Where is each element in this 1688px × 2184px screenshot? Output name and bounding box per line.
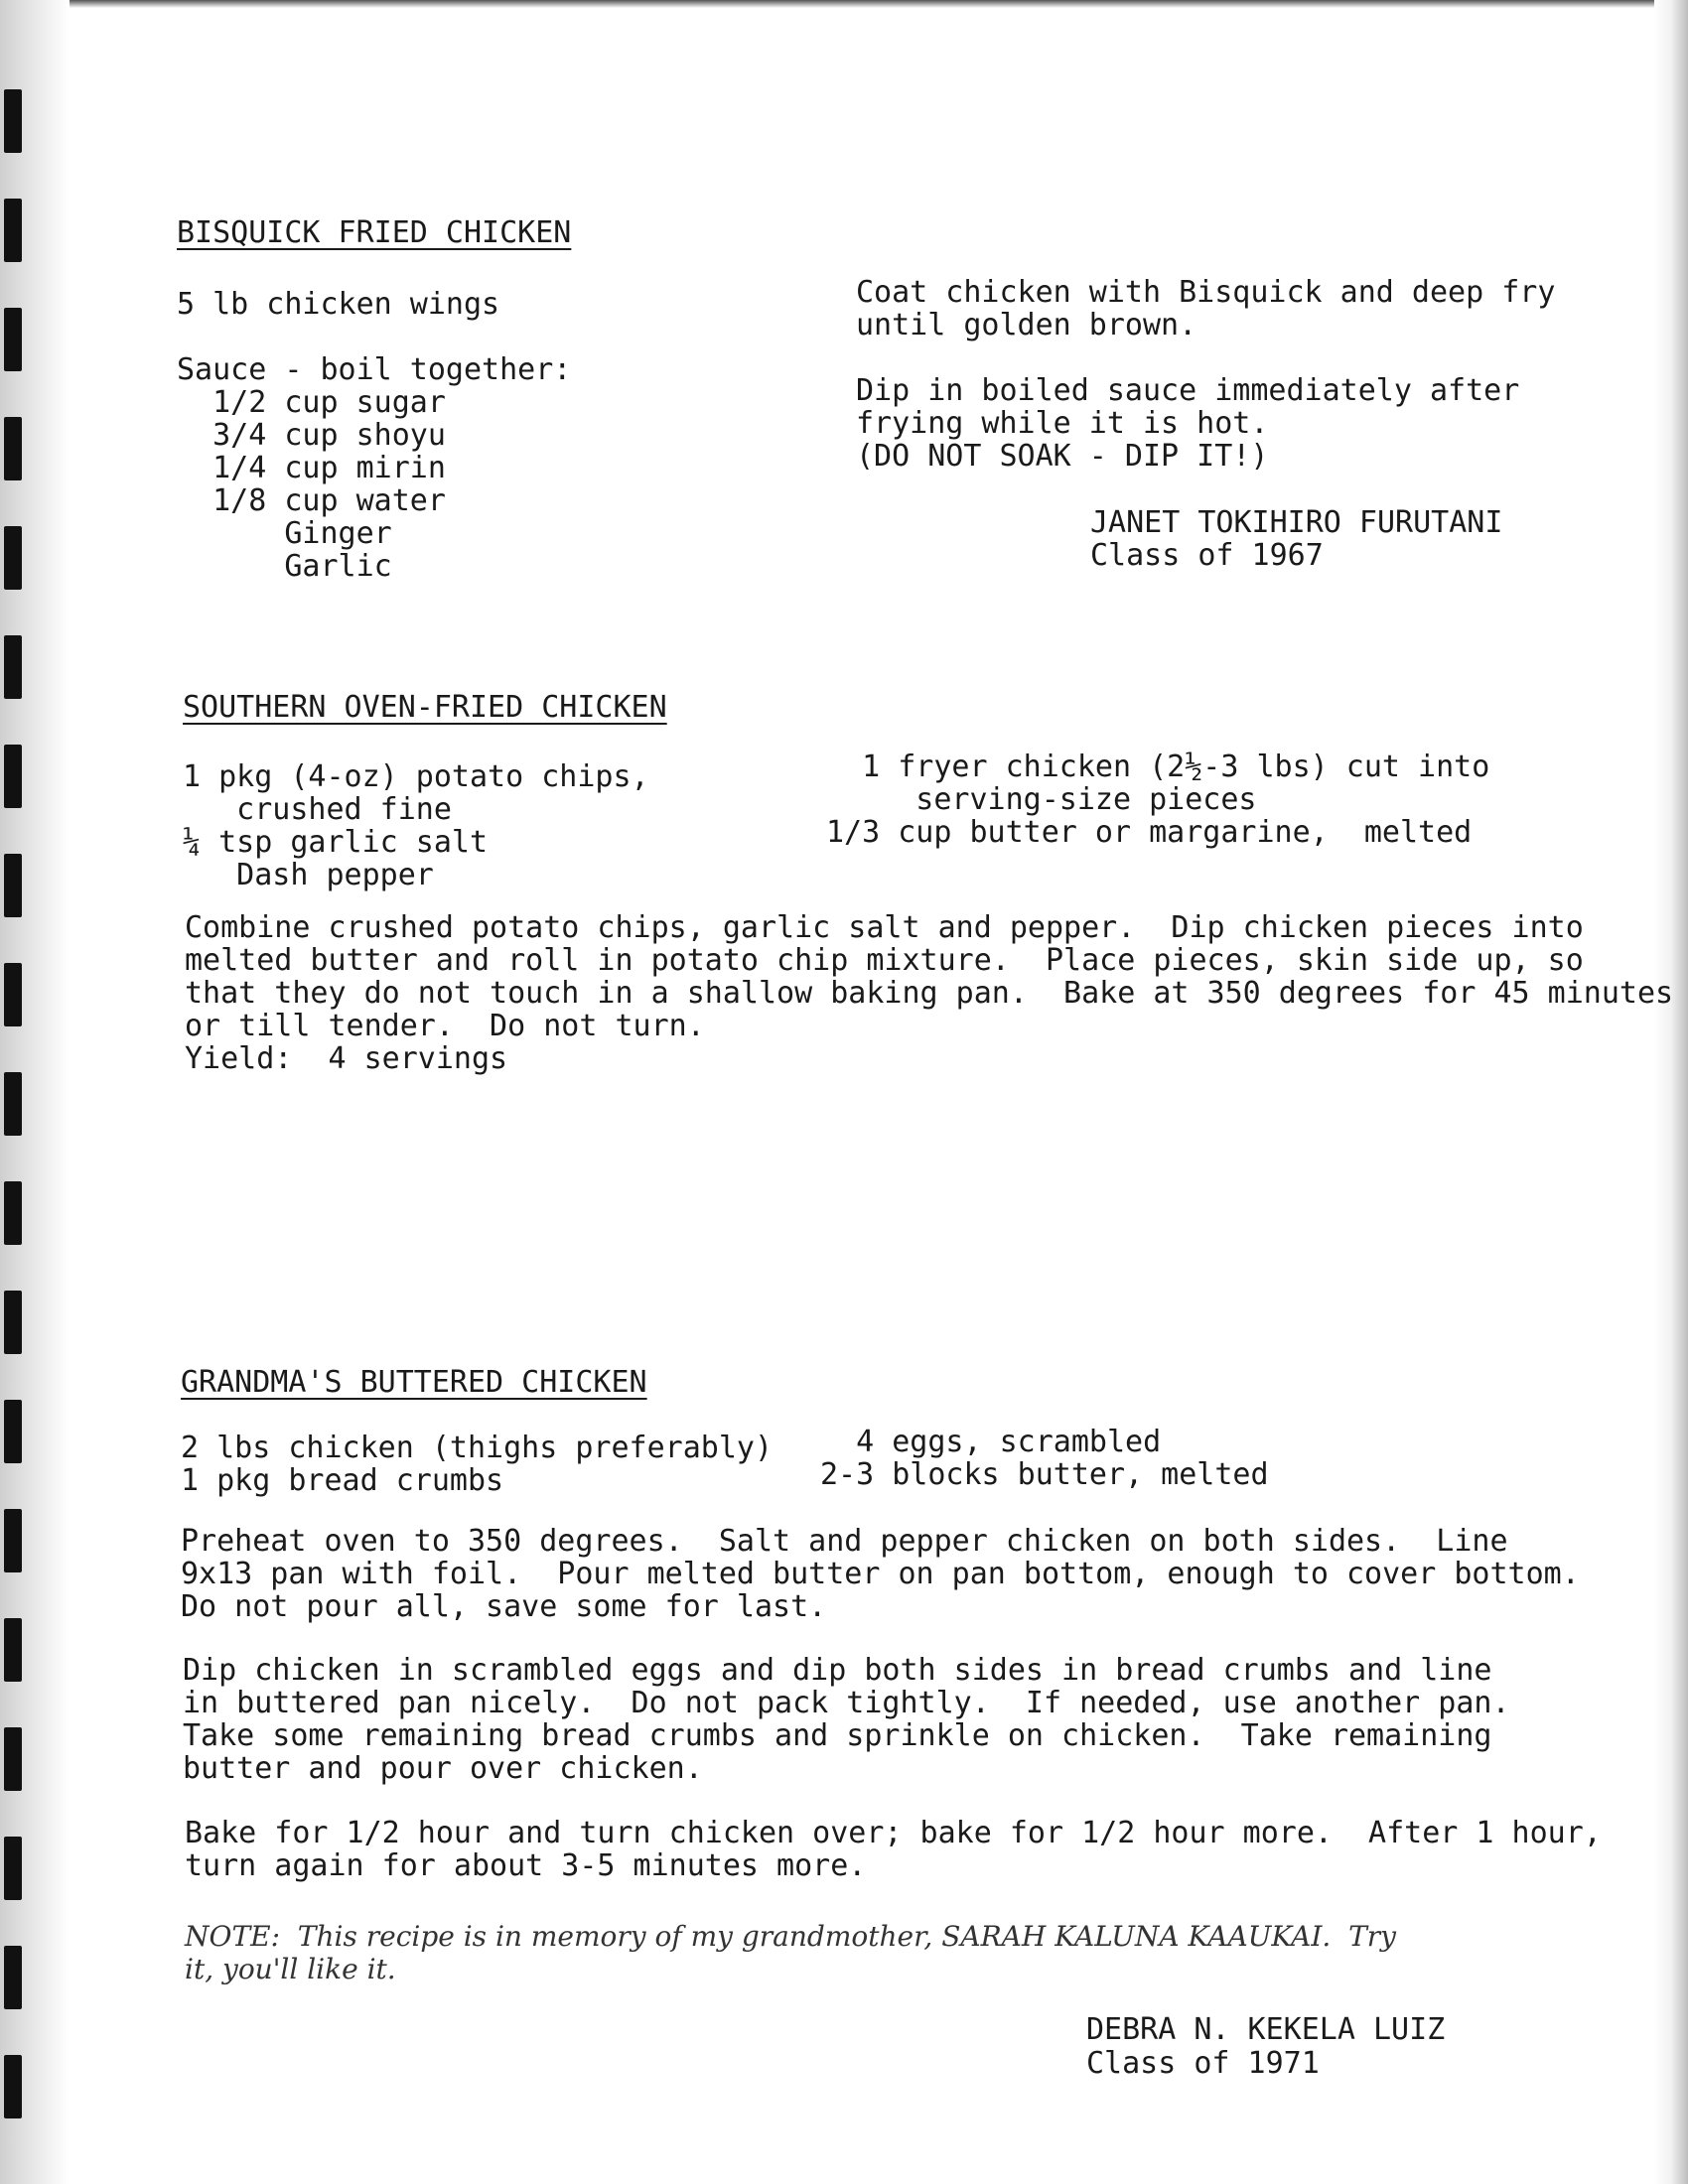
binding-hole xyxy=(4,1181,22,1245)
binding-hole xyxy=(4,1400,22,1463)
binding-hole xyxy=(4,1727,22,1791)
recipe-title: BISQUICK FRIED CHICKEN xyxy=(177,215,572,250)
binding-hole xyxy=(4,199,22,262)
ingredient-list: 4 eggs, scrambled 2-3 blocks butter, melted xyxy=(820,1425,1269,1492)
recipe-author: JANET TOKIHIRO FURUTANI xyxy=(1090,505,1503,540)
recipe-author-class: Class of 1971 xyxy=(1086,2046,1320,2081)
ingredient-list: 5 lb chicken wings Sauce - boil together: 1/2 cup sugar 3/4 cup shoyu 1/4 cup mirin 1/8 cup water Ginger Garlic xyxy=(177,287,572,584)
binding-hole xyxy=(4,745,22,808)
binding-hole xyxy=(4,417,22,480)
recipe-directions: Combine crushed potato chips, garlic salt and pepper. Dip chicken pieces into melted butter and roll in potato chip mixture. Place pieces, skin side up, so that they do not touch in a shallow baking pan. Bake at 350 degrees for 45 minutes or till tender. Do not turn. Yield: 4 servings xyxy=(185,910,1674,1076)
recipe-directions: Preheat oven to 350 degrees. Salt and pepper chicken on both sides. Line 9x13 pan with foil. Pour melted butter on pan bottom, enough to cover bottom. Do not pour all, save some for last. xyxy=(181,1524,1580,1624)
recipe-directions: Bake for 1/2 hour and turn chicken over; bake for 1/2 hour more. After 1 hour, turn again for about 3-5 minutes more. xyxy=(185,1816,1602,1883)
binding-hole xyxy=(4,1618,22,1682)
binding-hole xyxy=(4,1072,22,1136)
binding-hole xyxy=(4,635,22,699)
recipe-title: SOUTHERN OVEN-FRIED CHICKEN xyxy=(183,690,667,725)
recipe-instructions: Coat chicken with Bisquick and deep fry until golden brown. Dip in boiled sauce immediately after frying while it is hot. (DO NOT SOAK - DIP IT!) xyxy=(856,275,1556,474)
binding-hole xyxy=(4,526,22,590)
page-top-edge xyxy=(0,0,1688,8)
spiral-binding xyxy=(0,0,70,2184)
ingredient-list: 1 fryer chicken (2½-3 lbs) cut into serving-size pieces 1/3 cup butter or margarine, melted xyxy=(826,750,1490,850)
binding-hole xyxy=(4,963,22,1026)
binding-hole xyxy=(4,89,22,153)
binding-hole xyxy=(4,1291,22,1354)
recipe-author-class: Class of 1967 xyxy=(1090,538,1324,573)
recipe-directions: Dip chicken in scrambled eggs and dip both sides in bread crumbs and line in buttered pan nicely. Do not pack tightly. If needed, use another pan. Take some remaining bread crumbs and sprinkle on chicken. Take remaining butter and pour over chicken. xyxy=(183,1653,1510,1786)
recipe-title: GRANDMA'S BUTTERED CHICKEN xyxy=(181,1365,647,1400)
binding-hole xyxy=(4,1509,22,1572)
page-right-edge xyxy=(1654,0,1688,2184)
ingredient-list: 2 lbs chicken (thighs preferably) 1 pkg bread crumbs xyxy=(181,1431,774,1498)
binding-hole xyxy=(4,308,22,371)
ingredient-list: 1 pkg (4-oz) potato chips, crushed fine ¼ tsp garlic salt Dash pepper xyxy=(183,759,649,892)
binding-hole xyxy=(4,1837,22,1900)
binding-hole xyxy=(4,2055,22,2118)
recipe-note: NOTE: This recipe is in memory of my grandmother, SARAH KALUNA KAAUKAI. Try it, you'll like it. xyxy=(185,1920,1396,1985)
recipe-author: DEBRA N. KEKELA LUIZ xyxy=(1086,2012,1446,2047)
binding-hole xyxy=(4,1946,22,2009)
binding-hole xyxy=(4,854,22,917)
